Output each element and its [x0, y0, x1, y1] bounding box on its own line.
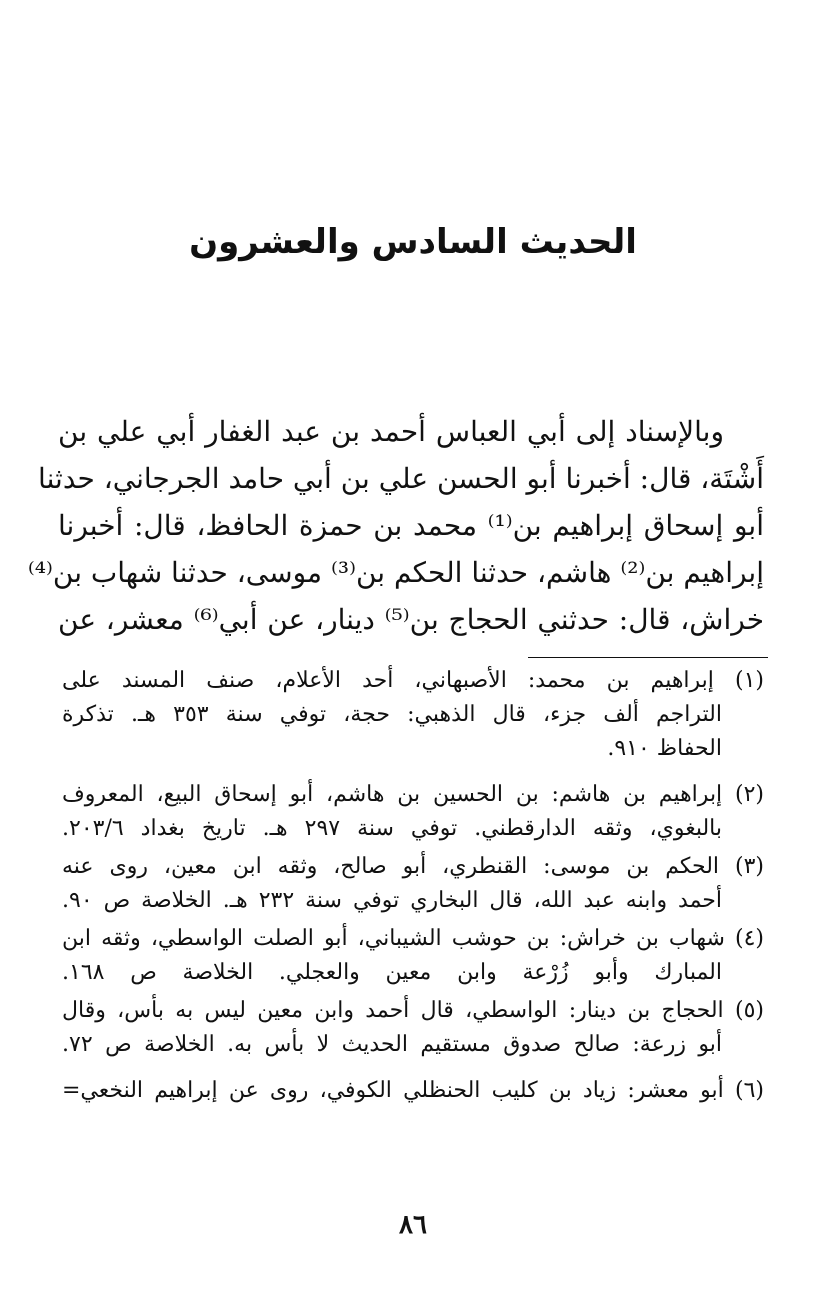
hadith-title: الحديث السادس والعشرون — [189, 222, 637, 262]
footnote-line: (٦) أبو معشر: زياد بن كليب الحنظلي الكوفي، روى عن إبراهيم النخعي= — [62, 1078, 764, 1103]
footnote-line: (٣) الحكم بن موسى: القنطري، أبو صالح، وثقه ابن معين، روى عنه — [62, 854, 764, 879]
body-line: وبالإسناد إلى أبي العباس أحمد بن عبد الغفار أبي علي بن — [58, 415, 724, 448]
footnote-separator — [528, 657, 768, 658]
footnote-line: أبو زرعة: صالح صدوق مستقيم الحديث لا بأس به. الخلاصة ص ٧٢. — [62, 1032, 722, 1057]
footnote-line: (٤) شهاب بن خراش: بن حوشب الشيباني، أبو الصلت الواسطي، وثقه ابن — [62, 926, 764, 951]
main-text — [27, 408, 765, 643]
footnote-6 — [62, 1074, 764, 1108]
footnote-line: التراجم ألف جزء، قال الذهبي: حجة، توفي سنة ٣٥٣ هـ. تذكرة — [62, 702, 722, 727]
footnote-line: المبارك وأبو زُرْعة وابن معين والعجلي. الخلاصة ص ١٦٨. — [62, 960, 722, 985]
body-line: إبراهيم بن⁽²⁾ هاشم، حدثنا الحكم بن⁽³⁾ موسى، حدثنا شهاب بن⁽⁴⁾ — [27, 556, 764, 589]
footnote-1 — [62, 664, 764, 766]
body-line: أبو إسحاق إبراهيم بن⁽¹⁾ محمد بن حمزة الحافظ، قال: أخبرنا — [58, 509, 764, 542]
footnote-line: (١) إبراهيم بن محمد: الأصبهاني، أحد الأعلام، صنف المسند على — [62, 668, 764, 693]
footnote-line: (٢) إبراهيم بن هاشم: بن الحسين بن هاشم، أبو إسحاق البيع، المعروف — [62, 782, 764, 807]
footnote-line: (٥) الحجاج بن دينار: الواسطي، قال أحمد وابن معين ليس به بأس، وقال — [62, 998, 764, 1023]
body-line: أَشْتَة، قال: أخبرنا أبو الحسن علي بن أبي حامد الجرجاني، حدثنا — [38, 462, 764, 495]
footnote-line: بالبغوي، وثقه الدارقطني. توفي سنة ٢٩٧ هـ. تاريخ بغداد ٢٠٣/٦. — [62, 816, 722, 841]
footnote-4 — [62, 922, 764, 990]
page-number: ٨٦ — [399, 1210, 427, 1240]
footnote-line: أحمد وابنه عبد الله، قال البخاري توفي سنة ٢٣٢ هـ. الخلاصة ص ٩٠. — [62, 888, 722, 913]
body-line: خراش، قال: حدثني الحجاج بن⁽⁵⁾ دينار، عن أبي⁽⁶⁾ معشر، عن — [58, 603, 765, 636]
footnotes — [62, 664, 764, 1112]
footnote-5 — [62, 994, 764, 1062]
footnote-line: الحفاظ ٩١٠. — [607, 736, 722, 761]
footnote-3 — [62, 850, 764, 918]
footnote-2 — [62, 778, 764, 846]
